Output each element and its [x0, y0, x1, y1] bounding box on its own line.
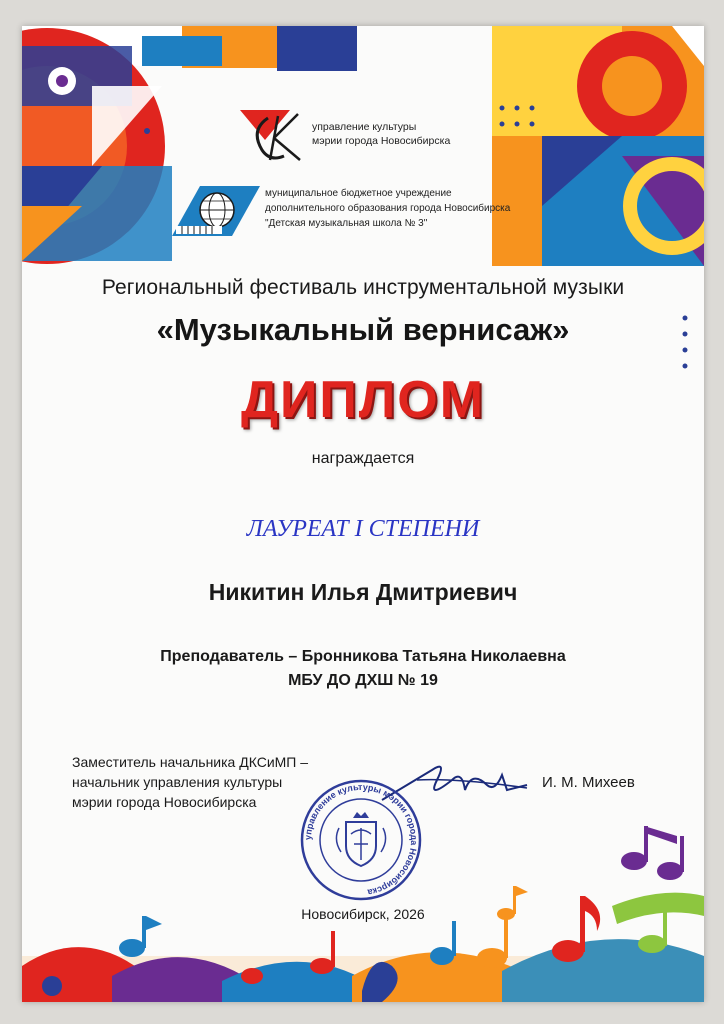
globe-piano-logo: [170, 184, 262, 238]
school-line-1: муниципальное бюджетное учреждение: [265, 188, 452, 199]
city-coat-of-arms-seal: [299, 778, 423, 902]
school-line: МБУ ДО ДХШ № 19: [288, 672, 438, 689]
seal-ring-text: управление культуры мэрии города Новосибирска: [302, 781, 420, 898]
diploma-sheet: [22, 26, 704, 1002]
festival-title: Региональный фестиваль инструментальной музыки: [101, 276, 625, 299]
city-year: Новосибирск, 2026: [301, 906, 425, 922]
teacher-line: Преподаватель – Бронникова Татьяна Николаевна: [160, 648, 566, 665]
dept-name: [312, 120, 450, 148]
letter-k-logo: [240, 110, 306, 164]
dept-line-2: мэрии города Новосибирска: [312, 135, 451, 147]
school-line-2: дополнительного образования города Новосибирска: [265, 203, 511, 214]
awarded-label: награждается: [311, 450, 415, 467]
festival-name: «Музыкальный вернисаж»: [156, 312, 570, 347]
recipient-name: Никитин Илья Дмитриевич: [208, 579, 518, 605]
dept-line-1: управление культуры: [312, 121, 417, 133]
school-name: [265, 186, 510, 231]
signer-line-2: начальник управления культуры: [72, 774, 283, 790]
signer-line-1: Заместитель начальника ДКСиМП –: [72, 754, 309, 770]
award-title: ЛАУРЕАТ I СТЕПЕНИ: [246, 516, 480, 542]
signer-line-3: мэрии города Новосибирска: [72, 794, 257, 810]
school-line-3: "Детская музыкальная школа № 3": [265, 218, 428, 229]
signer-name: И. М. Михеев: [542, 774, 635, 791]
diploma-heading: ДИПЛОМ: [240, 371, 486, 429]
signer-title: [72, 752, 308, 812]
